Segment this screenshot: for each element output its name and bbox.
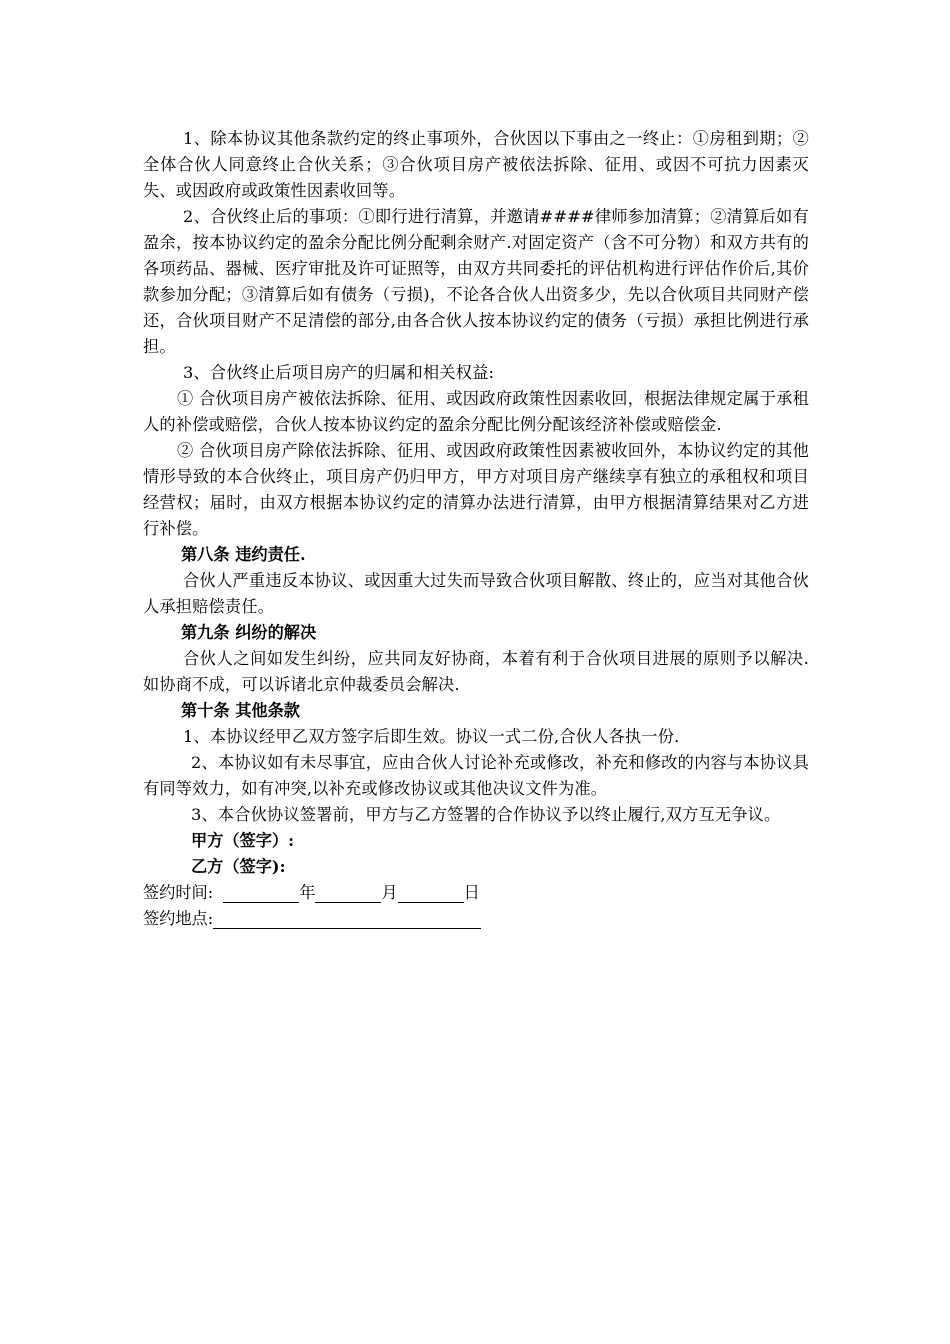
year-blank[interactable]: [223, 884, 299, 903]
paragraph-termination-causes: 1、除本协议其他条款约定的终止事项外，合伙因以下事由之一终止：①房租到期；②全体合伙人同意终止合伙关系；③合伙项目房产被依法拆除、征用、或因不可抗力因素灭失、或因政府或政策性因素收回等。: [143, 129, 809, 200]
month-label: 月: [381, 883, 398, 902]
signing-date-row: [143, 880, 809, 906]
paragraph-dispute: 合伙人之间如发生纠纷，应共同友好协商，本着有利于合伙项目进展的原则予以解决.如协商不成，可以诉诸北京仲裁委员会解决.: [143, 649, 809, 694]
paragraph-other-termination: ② 合伙项目房产除依法拆除、征用、或因政府政策性因素被收回外，本协议约定的其他情形导致的本合伙终止，项目房产仍归甲方，甲方对项目房产继续享有独立的承租权和项目经营权；届时，由双方根据本协议约定的清算办法进行清算，由甲方根据清算结果对乙方进行补偿。: [143, 441, 809, 538]
signing-date-label: 签约时间:: [143, 883, 214, 902]
day-label: 日: [463, 883, 480, 902]
day-blank[interactable]: [398, 884, 464, 903]
document-body: [143, 126, 809, 932]
heading-article-8: 第八条 违约责任.: [181, 545, 306, 564]
paragraph-compensation: ① 合伙项目房产被依法拆除、征用、或因政府政策性因素收回，根据法律规定属于承租人的补偿或赔偿，合伙人按本协议约定的盈余分配比例分配该经济补偿或赔偿金.: [143, 389, 809, 434]
paragraph-liability: 合伙人严重违反本协议、或因重大过失而导致合伙项目解散、终止的，应当对其他合伙人承担赔偿责任。: [143, 571, 809, 616]
paragraph-property-ownership: 3、合伙终止后项目房产的归属和相关权益:: [183, 363, 495, 382]
paragraph-amendments: 2、本协议如有未尽事宜，应由合伙人讨论补充或修改，补充和修改的内容与本协议具有同等效力，如有冲突,以补充或修改协议或其他决议文件为准。: [143, 753, 809, 798]
party-b-signature-label: 乙方（签字):: [191, 857, 286, 876]
signing-place-row: [143, 906, 809, 932]
month-blank[interactable]: [315, 884, 381, 903]
paragraph-prior-agreement: 3、本合伙协议签署前，甲方与乙方签署的合作协议予以终止履行,双方互无争议。: [191, 805, 781, 824]
year-label: 年: [299, 883, 316, 902]
paragraph-effective: 1、本协议经甲乙双方签字后即生效。协议一式二份,合伙人各执一份.: [183, 727, 680, 746]
heading-article-9: 第九条 纠纷的解决: [181, 623, 317, 642]
heading-article-10: 第十条 其他条款: [181, 701, 300, 720]
signing-place-label: 签约地点:: [143, 909, 214, 928]
party-a-signature-label: 甲方（签字）:: [191, 831, 295, 850]
place-blank[interactable]: [213, 910, 481, 929]
paragraph-after-termination: 2、合伙终止后的事项：①即行进行清算，并邀请####律师参加清算；②清算后如有盈余，按本协议约定的盈余分配比例分配剩余财产.对固定资产（含不可分物）和双方共有的各项药品、器械、医疗审批及许可证照等，由双方共同委托的评估机构进行评估作价后,其价款参加分配；③清算后如有债务（亏损)，不论各合伙人出资多少，先以合伙项目共同财产偿还，合伙项目财产不足清偿的部分,由各合伙人按本协议约定的债务（亏损）承担比例进行承担。: [143, 207, 809, 356]
